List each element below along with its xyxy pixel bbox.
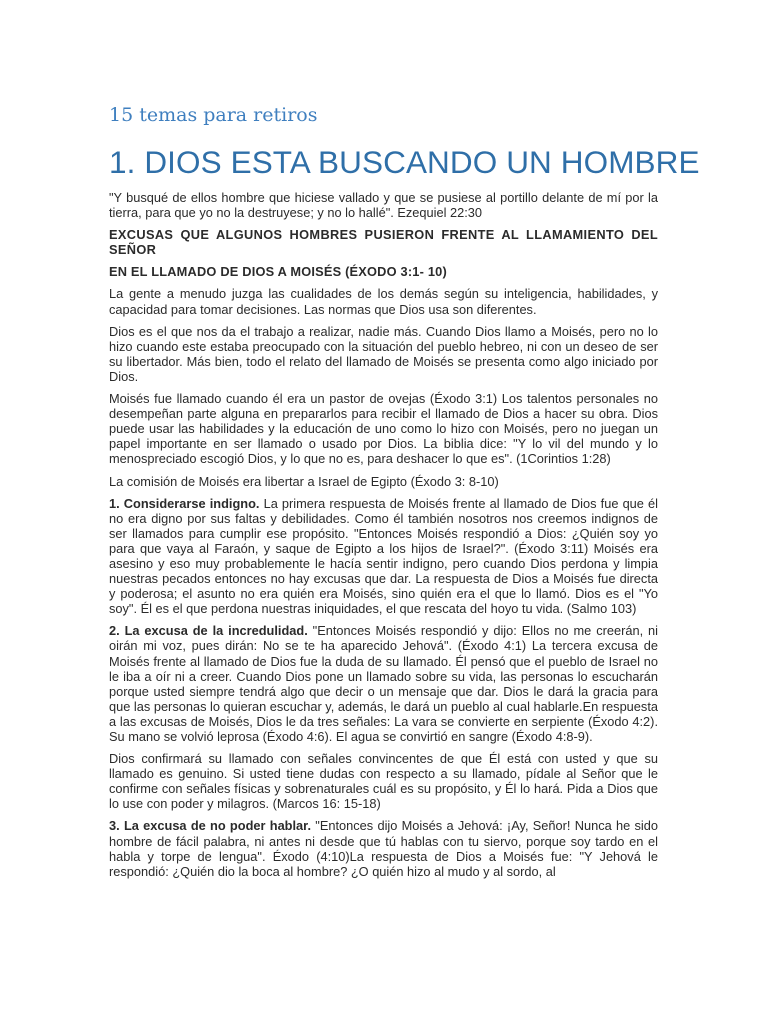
paragraph: La gente a menudo juzga las cualidades de los demás según su inteligencia, habilidades, y capacidad para tomar decisiones. Las normas que Dios usa son diferentes. — [109, 286, 658, 317]
document-title: 1. DIOS ESTA BUSCANDO UN HOMBRE — [109, 144, 700, 180]
point-3-paragraph — [109, 818, 658, 878]
point-2-label: 2. La excusa de la incredulidad. — [109, 623, 308, 639]
point-1-label: 1. Considerarse indigno. — [109, 495, 260, 511]
point-1-paragraph — [109, 496, 658, 617]
point-3-text: "Entonces dijo Moisés a Jehová: ¡Ay, Señor! Nunca he sido hombre de fácil palabra, ni antes ni desde que tú hablas con tu siervo, porque soy tardo en el habla y torpe de lengua". Éxodo (4:10)La respuesta de Dios a Moisés fue: "Y Jehová le respondió: ¿Quién dio la boca al hombre? ¿O quién hizo al mudo y al sordo, al — [109, 818, 658, 879]
point-2-paragraph — [109, 623, 658, 744]
paragraph: Dios es el que nos da el trabajo a realizar, nadie más. Cuando Dios llamo a Moisés, pero no lo hizo cuando este estaba preocupado con la situación del pueblo hebreo, ni con un deseo de ser su libertador. Más bien, todo el relato del llamado de Moisés se presenta como algo iniciado por Dios. — [109, 323, 658, 384]
point-2-text: "Entonces Moisés respondió y dijo: Ellos no me creerán, ni oirán mi voz, pues dirán: No se te ha aparecido Jehová". (Éxodo 4:1) La tercera excusa de Moisés frente al llamado de Dios fue la duda de su llamado. Él pensó que el pueblo de Israel no le iba a oír ni a creer. Cuando Dios pone un llamado sobre su vida, las personas lo escucharán porque usted siempre tendrá algo que decir o un mensaje que dar. Dios le dará la gracia para que las personas lo quieran escuchar y, además, le dará un pueblo al cual hablarle.En respuesta a las excusas de Moisés, Dios le da tres señales: La vara se convierte en serpiente (Éxodo 4:2). Su mano se volvió leprosa (Éxodo 4:6). El agua se convirtió en sangre (Éxodo 4:8-9). — [109, 623, 658, 744]
document-body — [109, 190, 658, 886]
opening-quote: "Y busqué de ellos hombre que hiciese vallado y que se pusiese al portillo delante de mí por la tierra, para que yo no la destruyese; y no lo hallé". Ezequiel 22:30 — [109, 190, 658, 221]
paragraph: Moisés fue llamado cuando él era un pastor de ovejas (Éxodo 3:1) Los talentos personales no desempeñan parte alguna en prepararlos para recibir el llamado de Dios a hacer su obra. Dios puede usar las habilidades y la educación de uno como lo hizo con Moisés, pero no juegan un papel importante en ser llamado o usado por Dios. La biblia dice: "Y lo vil del mundo y lo menospreciado escogió Dios, y lo que no es, para deshacer lo que es". (1Corintios 1:28) — [109, 391, 658, 467]
point-3-label: 3. La excusa de no poder hablar. — [109, 818, 312, 834]
section-heading-moses: EN EL LLAMADO DE DIOS A MOISÉS (ÉXODO 3:1- 10) — [109, 264, 447, 280]
paragraph: La comisión de Moisés era libertar a Israel de Egipto (Éxodo 3: 8-10) — [109, 473, 499, 489]
paragraph: Dios confirmará su llamado con señales convincentes de que Él está con usted y que su llamado es genuino. Si usted tiene dudas con respecto a su llamado, pídale al Señor que le confirme con señales físicas y sobrenaturales cuál es su propósito, y Él lo hará. Pida a Dios que lo use con poder y milagros. (Marcos 16: 15-18) — [109, 751, 658, 812]
point-1-text: La primera respuesta de Moisés frente al llamado de Dios fue que él no era digno por sus faltas y debilidades. Como él también nosotros nos creemos indignos de ser llamados para cumplir ese propósito. "Entonces Moisés respondió a Dios: ¿Quién soy yo para que vaya al Faraón, y saque de Egipto a los hijos de Israel?". (Éxodo 3:11) Moisés era asesino y eso muy probablemente le hacía sentir indigno, pero cuando Dios perdona y limpia nuestras pecados entonces no hay excusas que dar. La respuesta de Dios a Moisés fue directa y poderosa; el asunto no era quién era Moisés, sino quién era el que lo llamó. Dios es el "Yo soy". Él es el que perdona nuestras iniquidades, el que rescata del hoyo tu vida. (Salmo 103) — [109, 495, 658, 617]
document-subtitle: 15 temas para retiros — [109, 104, 318, 126]
section-heading-excuses: EXCUSAS QUE ALGUNOS HOMBRES PUSIERON FRENTE AL LLAMAMIENTO DEL SEÑOR — [109, 227, 658, 258]
